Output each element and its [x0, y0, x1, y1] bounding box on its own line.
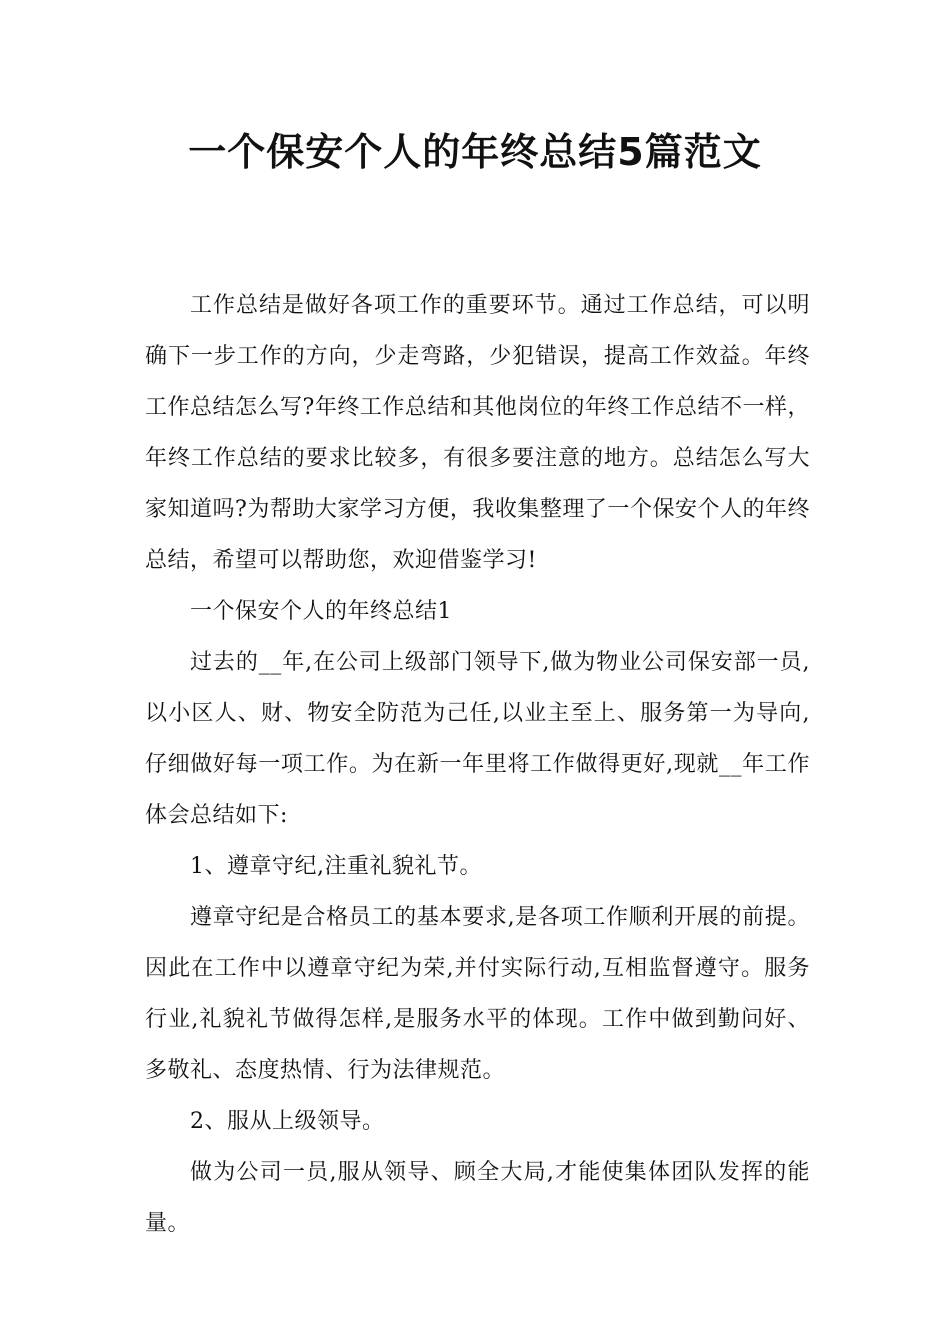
- document-title: 一个保安个人的年终总结5篇范文: [188, 130, 762, 174]
- body-paragraph: 做为公司一员,服从领导、顾全大局,才能使集体团队发挥的能量。: [145, 1160, 810, 1236]
- body-paragraph: 遵章守纪是合格员工的基本要求,是各项工作顺利开展的前提。因此在工作中以遵章守纪为荣,并付实际行动,互相监督遵守。服务行业,礼貌礼节做得怎样,是服务水平的体现。工作中做到勤问好、多敬礼、态度热情、行为法律规范。: [145, 905, 810, 1083]
- body-paragraph: 过去的__年,在公司上级部门领导下,做为物业公司保安部一员,以小区人、财、物安全防范为己任,以业主至上、服务第一为导向,仔细做好每一项工作。为在新一年里将工作做得更好,现就__年工作体会总结如下:: [145, 650, 810, 828]
- list-item-heading: 2、服从上级领导。: [190, 1109, 385, 1134]
- list-item-heading: 1、遵章守纪,注重礼貌礼节。: [190, 854, 482, 879]
- intro-paragraph: 工作总结是做好各项工作的重要环节。通过工作总结，可以明确下一步工作的方向，少走弯路，少犯错误，提高工作效益。年终工作总结怎么写?年终工作总结和其他岗位的年终工作总结不一样，年终工作总结的要求比较多，有很多要注意的地方。总结怎么写大家知道吗?为帮助大家学习方便，我收集整理了一个保安个人的年终总结，希望可以帮助您，欢迎借鉴学习!: [145, 293, 810, 573]
- section-heading: 一个保安个人的年终总结1: [190, 599, 452, 624]
- document-body: [145, 280, 810, 1249]
